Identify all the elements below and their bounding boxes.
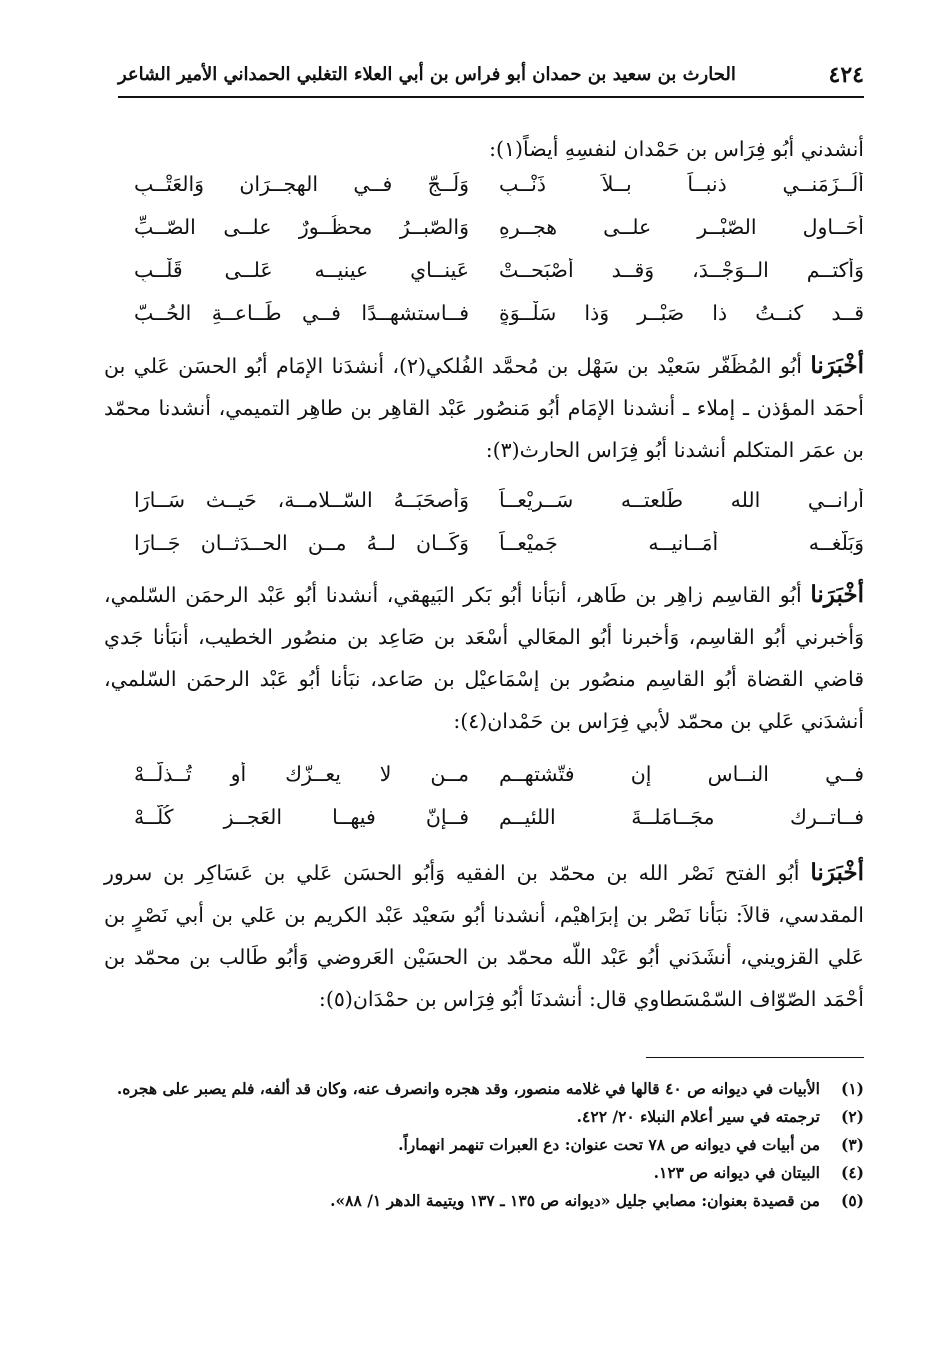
verse-first-hemistich: فــي النــاس إن فتّشتهــم (499, 762, 864, 786)
footnote-text: ترجمته في سير أعلام النبلاء ٢٠/ ٤٢٢. (576, 1107, 820, 1126)
verse-first-hemistich: قــد كنــتُ ذا صَبْــرٍ وَذا سَلْــوَةٍ (499, 301, 864, 325)
paragraph-text: أبُو القاسِم زاهِر بن طَاهر، أنبَأنا أبُو بَكر البَيهقي، أنشدنا أبُو عَبْد الرحمَن السّلمي، وَأخبرني أبُو القاسِم، وَأخبرنا أبُو المعَالي أسْعَد بن صَاعِد بن منصُور الخطيب، أنبَأنا جَدي قاضي القضاة أبُو القاسِم منصُور بن إسْمَاعيْل بن صَاعد، نبَأنا أبُو عَبْد الرحمَن السّلمي، أنشدَني عَلي بن محمّد لأبي فِرَاس بن حَمْدان(٤): (104, 583, 864, 733)
footnote-text: البيتان في ديوانه ص ١٢٣. (653, 1163, 820, 1182)
verse-first-hemistich: أرانــي الله طَلعتــه سَــريْعــاً (499, 488, 864, 512)
poem-3 (104, 762, 864, 848)
verse-first-hemistich: وَأكتــم الــوَجْــدَ، وَقــد أصْبَحــتْ (499, 258, 864, 282)
isnad-paragraph (104, 345, 864, 471)
footnote (96, 1187, 864, 1215)
verse-line (104, 805, 864, 848)
verse-second-hemistich: وَلَــجّ فــي الهجــرَان وَالعَتْــبِ (134, 172, 469, 196)
footnote-number: (٤) (840, 1163, 864, 1182)
isnad-paragraph (104, 574, 864, 742)
verse-first-hemistich: فــاتــرك مجَــامَلــةَ اللئيــم (499, 805, 864, 829)
footnotes (96, 1075, 864, 1215)
footnote-text: من قصيدة بعنوان: مصابي جليل «ديوانه ص ١٣٥ ـ ١٣٧ ويتيمة الدهر ١/ ٨٨». (330, 1191, 820, 1210)
footnote-separator (646, 1057, 864, 1058)
paragraph-lead: أخْبَرَنا (810, 581, 864, 608)
header-rule (118, 96, 864, 98)
footnote-text: الأبيات في ديوانه ص ٤٠ قالها في غلامه منصور، وقد هجره وانصرف عنه، وكان قد ألفه، فلم يصبر على هجره. (116, 1079, 820, 1098)
verse-line (104, 258, 864, 301)
footnote-number: (١) (840, 1079, 864, 1098)
verse-second-hemistich: عَينــاي عينيــه عَلــى قَلْــبِ (134, 258, 469, 282)
footnote-number: (٥) (840, 1191, 864, 1210)
footnote (96, 1159, 864, 1187)
footnote (96, 1103, 864, 1131)
footnote (96, 1075, 864, 1103)
verse-line (104, 531, 864, 574)
footnote (96, 1131, 864, 1159)
verse-line (104, 762, 864, 805)
intro-line: أنشدني أبُو فِرَاس بن حَمْدان لنفسِهِ أيضاً(١): (489, 137, 864, 161)
paragraph-lead: أخْبَرَنا (810, 352, 864, 379)
running-header (118, 62, 864, 98)
paragraph-text: أبُو المُظَفّر سَعيْد بن سَهْل بن مُحمَّد الفُلكي(٢)، أنشدَنا الإمَام أبُو الحسَن عَلي بن أحمَد المؤذن ـ إملاء ـ أنشدنا الإمَام أبُو مَنصُور عَبْد القاهِر بن طاهِر التميمي، أنشدنا محمّد بن عمَر المتكلم أنشدنا أبُو فِرَاس الحارث(٣): (104, 354, 864, 462)
verse-line (104, 488, 864, 531)
isnad-paragraph (104, 852, 864, 1020)
verse-line (104, 301, 864, 344)
verse-line (104, 215, 864, 258)
footnote-number: (٢) (840, 1107, 864, 1126)
footnote-number: (٣) (840, 1135, 864, 1154)
verse-second-hemistich: فــإنّ فيهــا العَجــز كُلَّــهْ (134, 805, 469, 829)
footnote-text: من أبيات في ديوانه ص ٧٨ تحت عنوان: دع العبرات تنهمر انهماراً. (398, 1135, 820, 1154)
verse-line (104, 172, 864, 215)
verse-first-hemistich: أحَــاول الصّبْــر علــى هجــرِهِ (499, 215, 864, 239)
verse-second-hemistich: وَكَــان لــهُ مــن الحــدَثــان جَــارَا (134, 531, 469, 555)
verse-first-hemistich: وَبَلّغــه أمَــانيــه جَميْعــاً (499, 531, 864, 555)
poem-1 (104, 172, 864, 344)
verse-first-hemistich: ألُــزَمَنــي ذنبــاً بــلاَ ذَنْــبِ (499, 172, 864, 196)
page-number: ٤٢٤ (828, 62, 864, 88)
paragraph-lead: أخْبَرَنا (810, 859, 864, 886)
header-title: الحارث بن سعيد بن حمدان أبو فراس بن أبي العلاء التغلبي الحمداني الأمير الشاعر (118, 64, 736, 85)
verse-second-hemistich: وَالصّبــرُ محظُــورٌ علــى الصّــبِّ (134, 215, 469, 239)
paragraph-text: أبُو الفتح نَصْر الله بن محمّد بن الفقيه وَأبُو الحسَن عَلي بن عَسَاكِر بن سرور المقدسي، قالاَ: نبَأنا نَصْر بن إبرَاهيْم، أنشدنا أبُو سَعيْد عَبْد الكريم بن عَلي بن أبي نَصْرٍ بن عَلي القزويني، أنشَدَني أبُو عَبْد اللّه محمّد بن الحسَيْن العَروضي وَأبُو طَالب بن محمّد بن أحْمَد الصّوّاف السّمْسَطاوي قال: أنشدنَا أبُو فِرَاس بن حمْدَان(٥): (104, 861, 864, 1011)
verse-second-hemistich: فــاستشهــدًا فــي طَــاعــةِ الحُــبّ (134, 301, 469, 325)
verse-second-hemistich: وَأصحَبَــهُ السّــلامــة، حَيــث سَــارَا (134, 488, 469, 512)
poem-2 (104, 488, 864, 574)
verse-second-hemistich: مــن لا يعــزّك أو تُــذلَّــهْ (134, 762, 469, 786)
